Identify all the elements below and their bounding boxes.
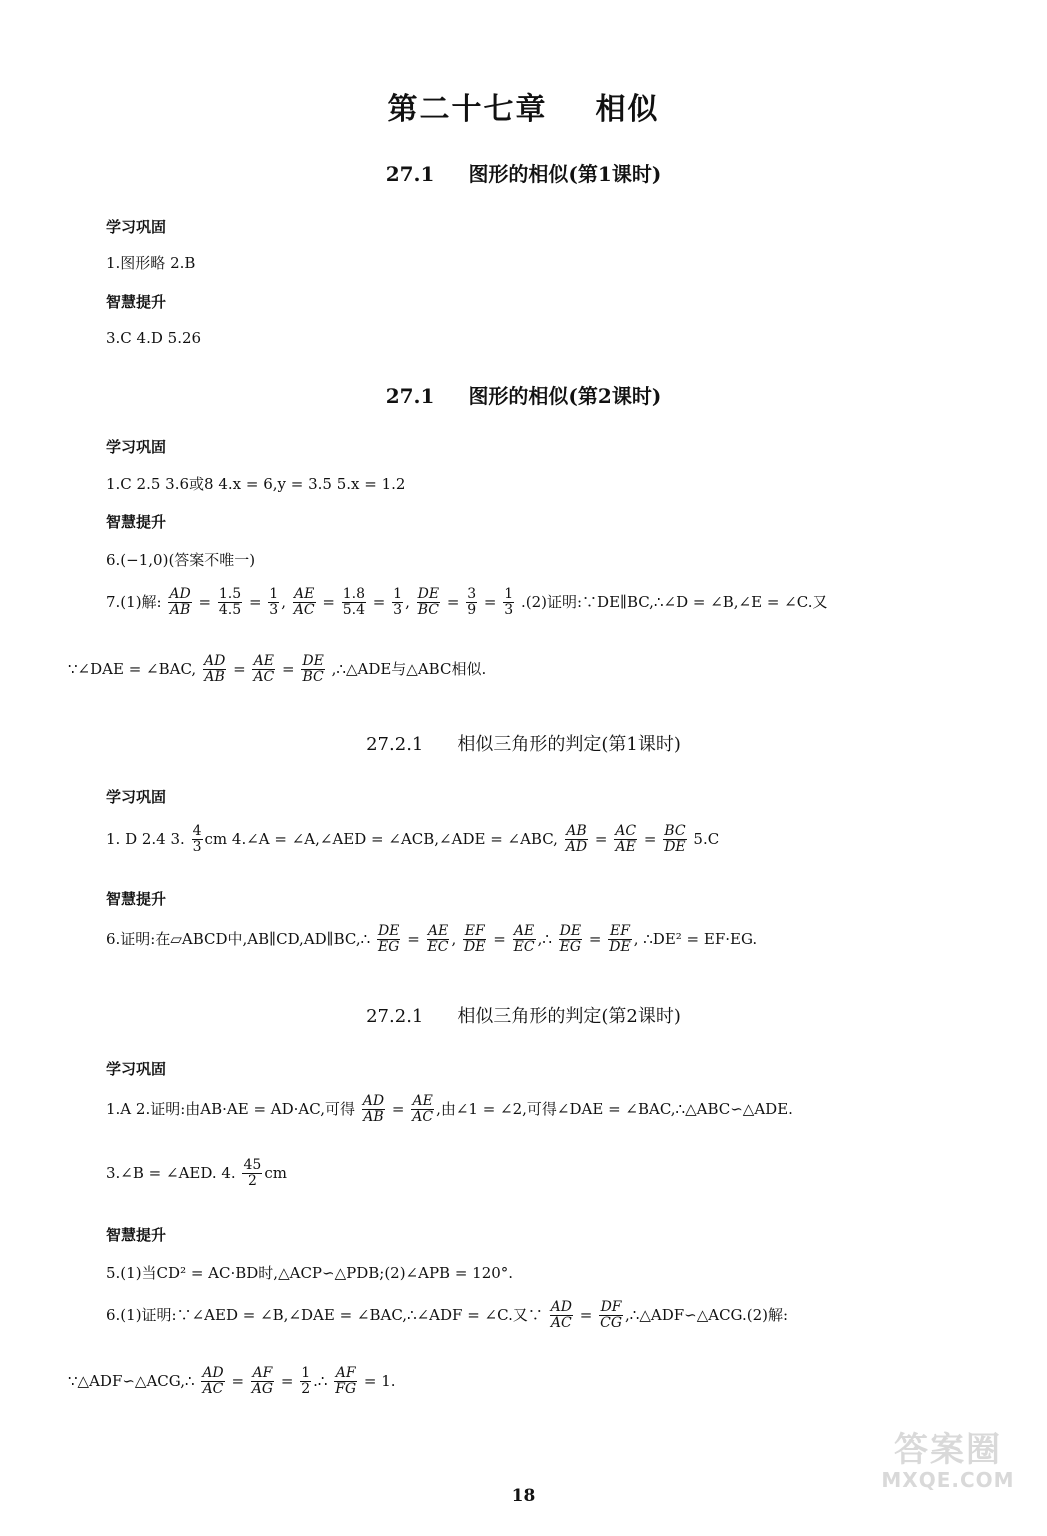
- fraction: $\frac{AE}{AC}$: [412, 1093, 434, 1126]
- section-heading-2: 27.1 图形的相似(第2课时): [385, 384, 662, 408]
- fraction: $\frac{AE}{AC}$: [253, 653, 275, 686]
- subheading-wisdom: 智慧提升: [106, 1226, 167, 1244]
- answer-line-7: 7.(1)解: $\frac{AD}{AB}$ = $\frac{1.5}{4.5}$ = $\frac{1}{3}$ , $\frac{AE}{AC}$ = $\frac{1.8}{5.4}$ = $\frac{1}{3}$ , $\frac{DE}{BC}$ = $\frac{3}{9}$ = $\frac{1}{3}$ .(2)证明:∵DE∥BC,∴∠D = ∠B,∠E = ∠C.又: [106, 586, 828, 619]
- fraction: $\frac{AD}{AB}$: [169, 586, 191, 619]
- answer-line: 3.C 4.D 5.26: [106, 329, 202, 347]
- fraction: $\frac{AE}{EC}$: [513, 923, 535, 956]
- subheading-wisdom: 智慧提升: [106, 293, 167, 311]
- fraction: $\frac{AE}{AC}$: [293, 586, 315, 619]
- page-number: 18: [511, 1486, 536, 1506]
- fraction: $\frac{AF}{FG}$: [335, 1365, 357, 1398]
- fraction: $\frac{4}{3}$: [192, 823, 202, 856]
- fraction: $\frac{1}{3}$: [504, 586, 514, 619]
- subheading-study: 学习巩固: [106, 788, 167, 806]
- fraction: $\frac{AD}{AB}$: [362, 1093, 385, 1126]
- fraction: $\frac{1}{2}$: [301, 1365, 311, 1398]
- fraction: $\frac{DF}{CG}$: [600, 1299, 623, 1332]
- answer-line: 1.A 2.证明:由AB·AE = AD·AC,可得 $\frac{AD}{AB}$ = $\frac{AE}{AC}$ ,由∠1 = ∠2,可得∠DAE = ∠BAC,∴△ABC∽△ADE.: [106, 1093, 793, 1126]
- chapter-title: [0, 84, 1047, 128]
- chapter-number: 第二十七章: [387, 92, 548, 127]
- subheading-study: 学习巩固: [106, 1060, 167, 1078]
- answer-line-7-cont: ∵∠DAE = ∠BAC, $\frac{AD}{AB}$ = $\frac{AE}{AC}$ = $\frac{DE}{BC}$ ,∴△ADE与△ABC相似.: [68, 653, 487, 686]
- answer-line: 5.(1)当CD² = AC·BD时,△ACP∽△PDB;(2)∠APB = 120°.: [106, 1264, 514, 1282]
- subheading-wisdom: 智慧提升: [106, 513, 167, 531]
- fraction: $\frac{AC}{AE}$: [615, 823, 637, 856]
- fraction: $\frac{1}{3}$: [269, 586, 279, 619]
- fraction: $\frac{1}{3}$: [393, 586, 403, 619]
- chapter-name: 相似: [595, 92, 660, 127]
- fraction: $\frac{DE}{EG}$: [559, 923, 582, 956]
- fraction: $\frac{AD}{AC}$: [202, 1365, 224, 1398]
- fraction: $\frac{3}{9}$: [467, 586, 477, 619]
- fraction: $\frac{AB}{AD}$: [565, 823, 588, 856]
- fraction: $\frac{45}{2}$: [243, 1157, 262, 1190]
- fraction: $\frac{BC}{DE}$: [664, 823, 686, 856]
- watermark-logo: 答案圈 MXQE.COM: [881, 1430, 1015, 1493]
- answer-line: 1. D 2.4 3. $\frac{4}{3}$ cm 4.∠A = ∠A,∠AED = ∠ACB,∠ADE = ∠ABC, $\frac{AB}{AD}$ = $\frac{AC}{AE}$ = $\frac{BC}{DE}$ 5.C: [106, 823, 720, 856]
- fraction: $\frac{DE}{BC}$: [417, 586, 440, 619]
- section-heading-3: 27.2.1 相似三角形的判定(第1课时): [366, 734, 681, 755]
- answer-line: 6.(1)证明:∵∠AED = ∠B,∠DAE = ∠BAC,∴∠ADF = ∠C.又∵ $\frac{AD}{AC}$ = $\frac{DF}{CG}$ ,∴△ADF∽△ACG.(2)解:: [106, 1299, 789, 1332]
- answer-line: 3.∠B = ∠AED. 4. $\frac{45}{2}$ cm: [106, 1157, 287, 1190]
- fraction: $\frac{EF}{DE}$: [464, 923, 486, 956]
- fraction: $\frac{AD}{AB}$: [203, 653, 226, 686]
- fraction: $\frac{DE}{EG}$: [377, 923, 400, 956]
- subheading-study: 学习巩固: [106, 438, 167, 456]
- section-heading-1: 27.1 图形的相似(第1课时): [385, 162, 662, 186]
- fraction: $\frac{EF}{DE}$: [609, 923, 631, 956]
- answer-line: 6.(−1,0)(答案不唯一): [106, 551, 256, 569]
- fraction: $\frac{DE}{BC}$: [302, 653, 324, 686]
- fraction: $\frac{1.5}{4.5}$: [218, 586, 242, 619]
- section-heading-4: 27.2.1 相似三角形的判定(第2课时): [366, 1006, 681, 1027]
- subheading-wisdom: 智慧提升: [106, 890, 167, 908]
- fraction: $\frac{AE}{EC}$: [427, 923, 449, 956]
- answer-line: ∵△ADF∽△ACG,∴ $\frac{AD}{AC}$ = $\frac{AF}{AG}$ = $\frac{1}{2}$ .∴ $\frac{AF}{FG}$ = 1.: [68, 1365, 396, 1398]
- fraction: $\frac{AF}{AG}$: [251, 1365, 274, 1398]
- answer-line: 1.图形略 2.B: [106, 254, 196, 272]
- answer-line: 6.证明:在▱ABCD中,AB∥CD,AD∥BC,∴ $\frac{DE}{EG}$ = $\frac{AE}{EC}$ , $\frac{EF}{DE}$ = $\frac{AE}{EC}$ ,∴ $\frac{DE}{EG}$ = $\frac{EF}{DE}$ , ∴DE² = EF·EG.: [106, 923, 758, 956]
- answer-line: 1.C 2.5 3.6或8 4.x = 6,y = 3.5 5.x = 1.2: [106, 475, 406, 493]
- fraction: $\frac{AD}{AC}$: [550, 1299, 572, 1332]
- subheading-study: 学习巩固: [106, 218, 167, 236]
- fraction: $\frac{1.8}{5.4}$: [342, 586, 365, 619]
